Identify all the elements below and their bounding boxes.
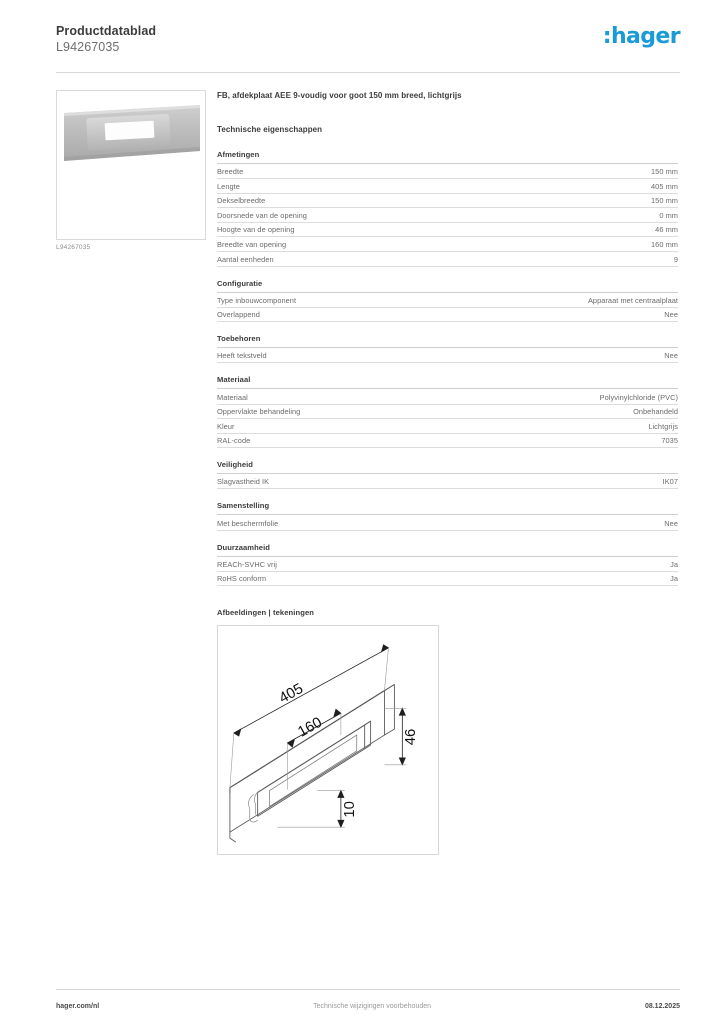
spec-key: Doorsnede van de opening bbox=[217, 208, 572, 223]
spec-value: IK07 bbox=[573, 474, 678, 489]
spec-key: Slagvastheid IK bbox=[217, 474, 573, 489]
spec-group-title: Duurzaamheid bbox=[217, 543, 678, 557]
spec-table bbox=[217, 557, 678, 587]
footer-divider bbox=[56, 989, 680, 990]
spec-value: 150 mm bbox=[572, 164, 678, 179]
spec-value: 405 mm bbox=[572, 179, 678, 194]
technical-drawing-svg bbox=[218, 626, 438, 854]
table-row bbox=[217, 433, 678, 448]
spec-value: 0 mm bbox=[572, 208, 678, 223]
spec-table bbox=[217, 164, 678, 267]
spec-group bbox=[217, 375, 678, 448]
spec-key: RAL-code bbox=[217, 433, 455, 448]
spec-group-title: Afmetingen bbox=[217, 150, 678, 164]
spec-value: Nee bbox=[594, 515, 678, 530]
footer-date: 08.12.2025 bbox=[644, 1003, 680, 1010]
spec-key: Overlappend bbox=[217, 307, 433, 322]
drawings-heading: Afbeeldingen | tekeningen bbox=[217, 608, 315, 618]
table-row bbox=[217, 293, 678, 308]
specification-groups bbox=[217, 150, 678, 586]
table-row bbox=[217, 307, 678, 322]
table-row bbox=[217, 389, 678, 404]
spec-value: Ja bbox=[624, 557, 678, 572]
spec-value: 7035 bbox=[455, 433, 678, 448]
product-image-caption: L94267035 bbox=[56, 244, 91, 251]
spec-value: Lichtgrijs bbox=[455, 419, 678, 434]
spec-key: Materiaal bbox=[217, 389, 455, 404]
spec-value: Ja bbox=[624, 571, 678, 586]
table-row bbox=[217, 164, 678, 179]
spec-group bbox=[217, 150, 678, 267]
spec-key: Breedte van opening bbox=[217, 237, 572, 252]
table-row bbox=[217, 208, 678, 223]
dimension-label-160: 160 bbox=[295, 714, 325, 741]
spec-group bbox=[217, 334, 678, 363]
spec-value: Nee bbox=[433, 307, 678, 322]
spec-key: Breedte bbox=[217, 164, 572, 179]
main-content bbox=[217, 90, 678, 855]
footer-disclaimer: Technische wijzigingen voorbehouden bbox=[313, 1003, 432, 1010]
spec-value: Nee bbox=[578, 348, 678, 363]
spec-value: 160 mm bbox=[572, 237, 678, 252]
spec-key: Oppervlakte behandeling bbox=[217, 404, 455, 419]
dimension-label-405: 405 bbox=[276, 681, 307, 708]
spec-table bbox=[217, 348, 678, 363]
table-row bbox=[217, 474, 678, 489]
spec-group-title: Materiaal bbox=[217, 375, 678, 389]
product-photo-illustration bbox=[57, 91, 206, 240]
spec-group-title: Veiligheid bbox=[217, 460, 678, 474]
header-titles bbox=[56, 24, 156, 55]
spec-table bbox=[217, 474, 678, 489]
dimension-label-10: 10 bbox=[341, 801, 358, 818]
spec-key: Hoogte van de opening bbox=[217, 222, 572, 237]
table-row bbox=[217, 252, 678, 267]
spec-table bbox=[217, 293, 678, 323]
footer-website[interactable]: hager.com/nl bbox=[56, 1003, 100, 1010]
spec-value: Onbehandeld bbox=[455, 404, 678, 419]
technical-properties-heading: Technische eigenschappen bbox=[217, 125, 323, 134]
table-row bbox=[217, 222, 678, 237]
spec-group bbox=[217, 279, 678, 323]
spec-key: Lengte bbox=[217, 179, 572, 194]
dimension-label-46: 46 bbox=[403, 728, 420, 746]
spec-table bbox=[217, 515, 678, 530]
spec-key: Aantal eenheden bbox=[217, 252, 572, 267]
header-divider bbox=[56, 72, 680, 73]
spec-key: Type inbouwcomponent bbox=[217, 293, 433, 308]
spec-value: 9 bbox=[572, 252, 678, 267]
page-footer bbox=[56, 1003, 680, 1010]
table-row bbox=[217, 193, 678, 208]
spec-group bbox=[217, 501, 678, 530]
spec-value: 46 mm bbox=[572, 222, 678, 237]
table-row bbox=[217, 237, 678, 252]
spec-value: 150 mm bbox=[572, 193, 678, 208]
spec-group-title: Toebehoren bbox=[217, 334, 678, 348]
spec-value: Polyvinylchloride (PVC) bbox=[455, 389, 678, 404]
spec-key: Kleur bbox=[217, 419, 455, 434]
spec-key: REACh-SVHC vrij bbox=[217, 557, 624, 572]
page-title: Productdatablad bbox=[56, 24, 157, 38]
table-row bbox=[217, 419, 678, 434]
hager-logo: :hager bbox=[602, 24, 680, 49]
spec-key: Heeft tekstveld bbox=[217, 348, 578, 363]
spec-group bbox=[217, 543, 678, 587]
spec-group bbox=[217, 460, 678, 489]
product-description: FB, afdekplaat AEE 9-voudig voor goot 150 mm breed, lichtgrijs bbox=[217, 91, 462, 100]
spec-group-title: Samenstelling bbox=[217, 501, 678, 515]
spec-table bbox=[217, 389, 678, 448]
table-row bbox=[217, 404, 678, 419]
technical-drawing bbox=[217, 625, 439, 855]
table-row bbox=[217, 515, 678, 530]
table-row bbox=[217, 348, 678, 363]
product-image bbox=[56, 90, 206, 240]
spec-key: Dekselbreedte bbox=[217, 193, 572, 208]
product-reference: L94267035 bbox=[56, 40, 120, 54]
table-row bbox=[217, 179, 678, 194]
table-row bbox=[217, 571, 678, 586]
page-header bbox=[56, 24, 680, 72]
spec-group-title: Configuratie bbox=[217, 279, 678, 293]
spec-key: Met beschermfolie bbox=[217, 515, 594, 530]
spec-value: Apparaat met centraalplaat bbox=[433, 293, 678, 308]
table-row bbox=[217, 557, 678, 572]
spec-key: RoHS conform bbox=[217, 571, 624, 586]
